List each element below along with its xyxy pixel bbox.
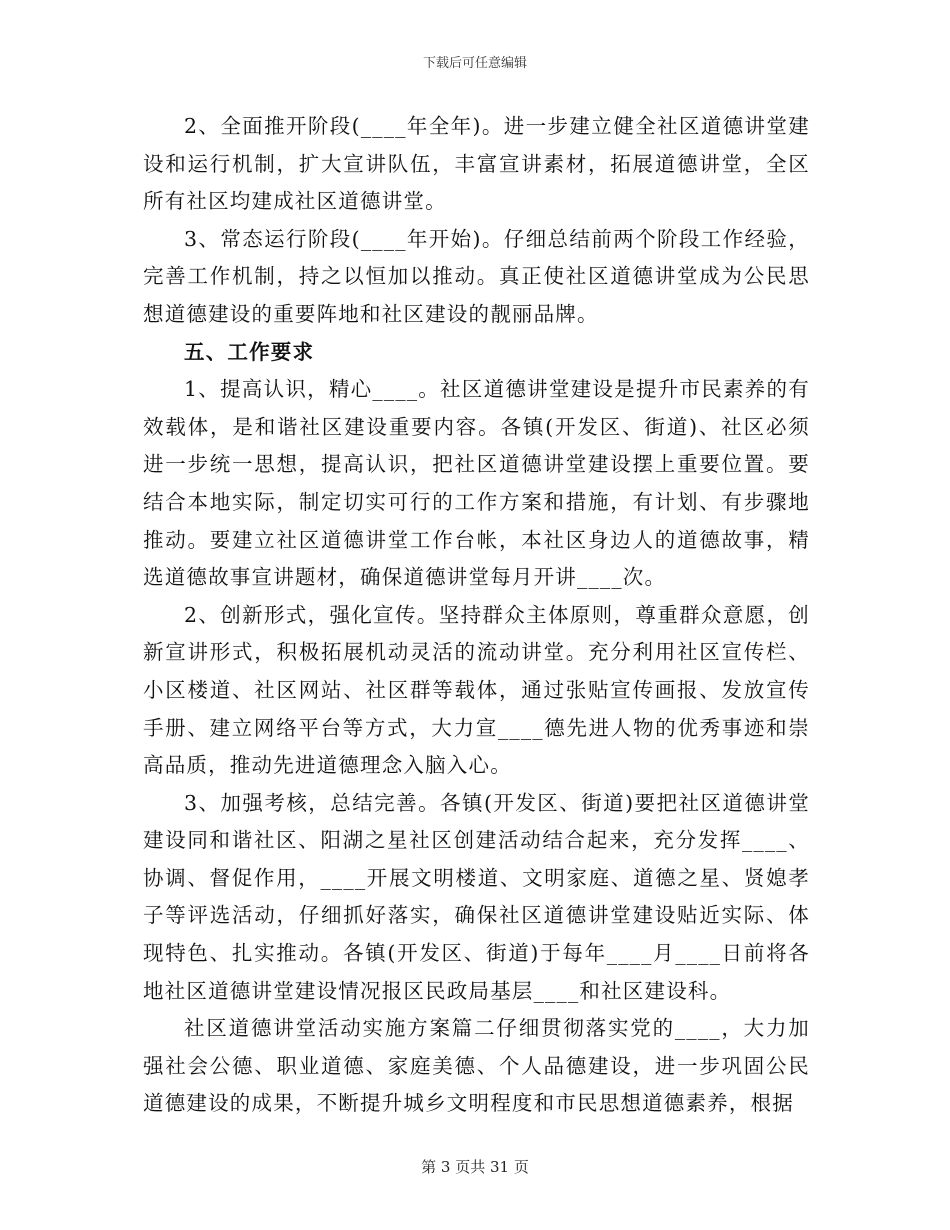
paragraph-requirement-1: 1、提高认识，精心____。社区道德讲堂建设是提升市民素养的有效载体，是和谐社区建设重要内容。各镇(开发区、街道)、社区必须进一步统一思想，提高认识，把社区道德讲堂建设摆上重要位置。要结合本地实际，制定切实可行的工作方案和措施，有计划、有步骤地推动。要建立社区道德讲堂工作台帐，本社区身边人的道德故事，精选道德故事宣讲题材，确保道德讲堂每月开讲____次。 [143, 377, 810, 590]
paragraph-requirement-2: 2、创新形式，强化宣传。坚持群众主体原则，尊重群众意愿，创新宣讲形式，积极拓展机动灵活的流动讲堂。充分利用社区宣传栏、小区楼道、社区网站、社区群等载体，通过张贴宣传画报、发放宣传手册、建立网络平台等方式，大力宣____德先进人物的优秀事迹和崇高品质，推动先进道德理念入脑入心。 [143, 602, 810, 778]
page-header: 下载后可任意编辑 [422, 56, 527, 71]
paragraph-requirement-3: 3、加强考核，总结完善。各镇(开发区、街道)要把社区道德讲堂建设同和谐社区、阳湖之星社区创建活动结合起来，充分发挥____、协调、督促作用，____开展文明楼道、文明家庭、道德之星、贤媳孝子等评选活动，仔细抓好落实，确保社区道德讲堂建设贴近实际、体现特色、扎实推动。各镇(开发区、街道)于每年____月____日前将各地社区道德讲堂建设情况报区民政局基层____和社区建设科。 [143, 790, 810, 1003]
page-footer: 第 3 页共 31 页 [421, 1158, 529, 1176]
paragraph-stage-2: 2、全面推开阶段(____年全年)。进一步建立健全社区道德讲堂建设和运行机制，扩大宣讲队伍，丰富宣讲素材，拓展道德讲堂，全区所有社区均建成社区道德讲堂。 [143, 114, 810, 214]
document-body [143, 108, 810, 1123]
paragraph-stage-3: 3、常态运行阶段(____年开始)。仔细总结前两个阶段工作经验，完善工作机制，持之以恒加以推动。真正使社区道德讲堂成为公民思想道德建设的重要阵地和社区建设的靓丽品牌。 [143, 226, 810, 326]
paragraph-plan-2-intro: 社区道德讲堂活动实施方案篇二仔细贯彻落实党的____，大力加强社会公德、职业道德、家庭美德、个人品德建设，进一步巩固公民道德建设的成果，不断提升城乡文明程度和市民思想道德素养，根据 [143, 1016, 810, 1116]
section-heading: 五、工作要求 [184, 339, 315, 364]
